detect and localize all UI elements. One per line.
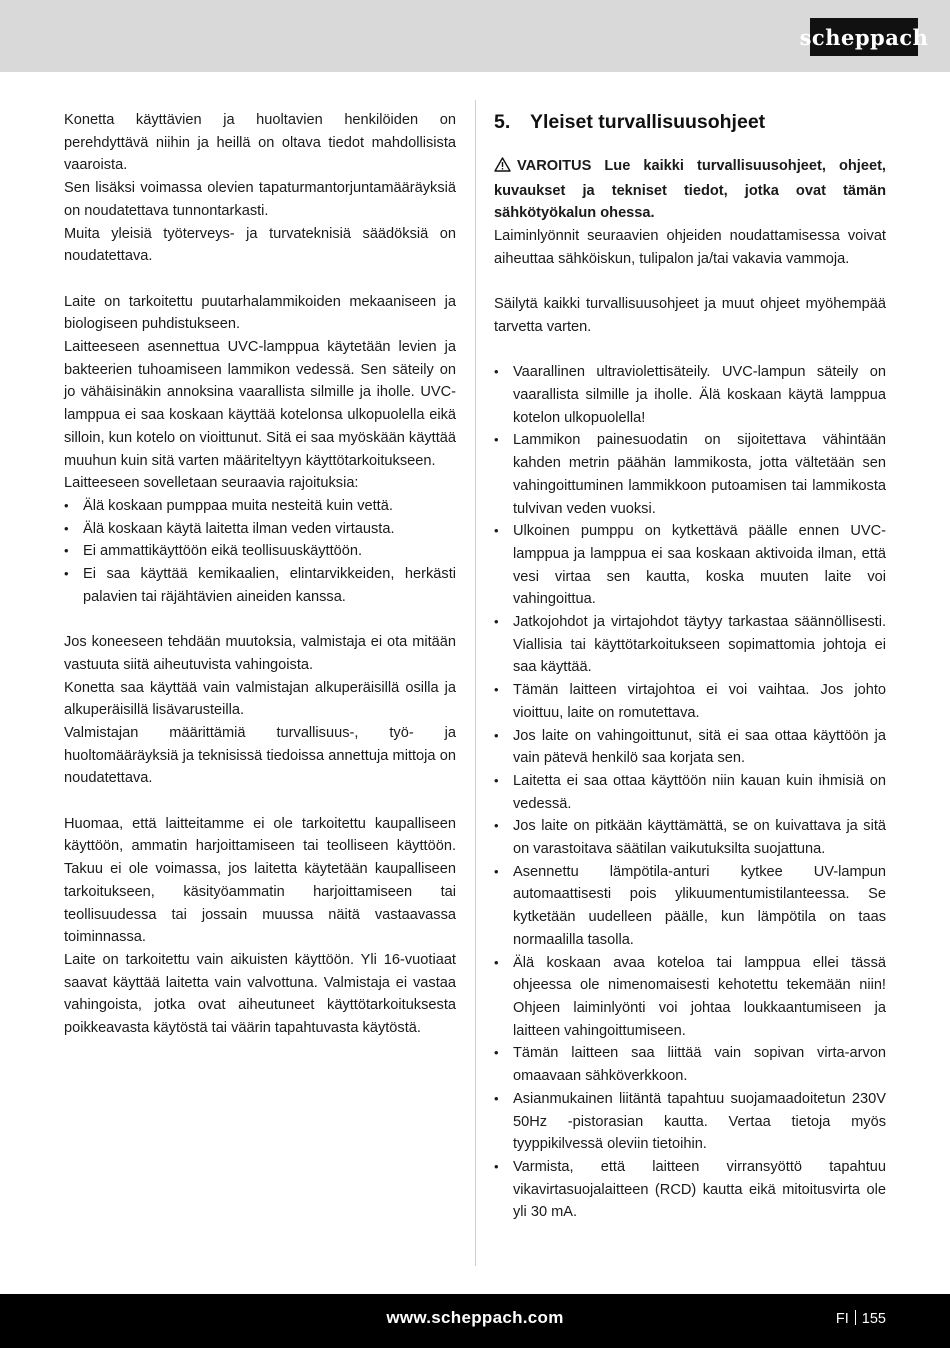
footer-url[interactable]: www.scheppach.com xyxy=(386,1308,564,1327)
header-bar xyxy=(0,0,950,72)
paragraph: Valmistajan määrittämiä turvallisuus-, työ- ja huoltomääräyksiä ja teknisissä tiedoissa annettuja mittoja on noudatettava. xyxy=(64,724,456,787)
list-item: • Ei saa käyttää kemikaalien, elintarvikkeiden, herkästi palavien tai räjähtävien aineiden kanssa. xyxy=(64,563,456,608)
footer-bar xyxy=(0,1294,950,1348)
list-item: • Tämän laitteen virtajohtoa ei voi vaihtaa. Jos johto vioittuu, laite on romutettava. xyxy=(494,679,886,724)
list-item: • Laitetta ei saa ottaa käyttöön niin kauan kuin ihmisiä on vedessä. xyxy=(494,770,886,815)
warning-triangle-icon xyxy=(494,157,511,180)
list-item: • Älä koskaan pumppaa muita nesteitä kuin vettä. xyxy=(64,495,456,518)
paragraph: Laite on tarkoitettu vain aikuisten käyttöön. Yli 16-vuotiaat saavat käyttää laitetta vain valvottuna. Valmistaja ei vastaa vahingoista, jotka ovat aiheutuneet käyttötarkoituksesta poikkeavasta käytöstä tai väärin tapahtuvasta käytöstä. xyxy=(64,951,456,1037)
list-item: • Ulkoinen pumppu on kytkettävä päälle ennen UVC-lamppua ja lamppua ei saa koskaan aktivoida ilman, että vesi virtaa sen kautta, koska muuten laite voi vahingoittua. xyxy=(494,520,886,611)
paragraph: Laitteeseen asennettua UVC-lamppua käytetään levien ja bakteerien tuhoamiseen lammikon vedessä. Sen säteily on jo vähäisinäkin annoksina vaarallista silmille ja iholle. UVC-lamppua ei saa koskaan käyttää kotelonsa ulkopuolella eikä silloin, kun kotelo on vioittunut. Sitä ei saa myöskään käyttää muuhun kuin sitä varten määriteltyyn käyttötarkoitukseen. xyxy=(64,339,456,469)
list-item: • Varmista, että laitteen virransyöttö tapahtuu vikavirtasuojalaitteen (RCD) kautta eikä mitoitusvirta ole yli 30 mA. xyxy=(494,1156,886,1224)
list-item: • Vaarallinen ultraviolettisäteily. UVC-lampun säteily on vaarallista silmille ja iholle. Älä koskaan käytä lamppua kotelon ulkopuolella! xyxy=(494,361,886,429)
list-item: • Älä koskaan käytä laitetta ilman veden virtausta. xyxy=(64,518,456,541)
paragraph: Muita yleisiä työterveys- ja turvateknisiä säädöksiä on noudatettava. xyxy=(64,225,456,265)
left-column xyxy=(64,109,456,1040)
list-item: • Ei ammattikäyttöön eikä teollisuuskäyttöön. xyxy=(64,540,456,563)
right-column xyxy=(494,109,886,1224)
paragraph: Sen lisäksi voimassa olevien tapaturmantorjuntamääräyksiä on noudatettava tunnontarkasti. xyxy=(64,180,456,219)
list-item: • Asennettu lämpötila-anturi kytkee UV-lampun automaattisesti pois ylikuumentumistilanteessa. Se kytketään uudelleen päälle, kun lämpötila on taas normaalilla tasolla. xyxy=(494,861,886,952)
list-item: • Jatkojohdot ja virtajohdot täytyy tarkastaa säännöllisesti. Viallisia tai käyttötarkoitukseen sopimattomia johtoja ei saa käyttää. xyxy=(494,611,886,679)
brand-logo xyxy=(799,18,929,56)
restrictions-list xyxy=(64,495,456,609)
warning-text: VAROITUS Lue kaikki turvallisuusohjeet, ohjeet, kuvaukset ja tekniset tiedot, jotka ovat tämän sähkötyökalun ohessa. xyxy=(494,158,886,222)
paragraph: Säilytä kaikki turvallisuusohjeet ja muut ohjeet myöhempää tarvetta varten. xyxy=(494,296,886,335)
warning-block xyxy=(494,155,886,225)
paragraph: Konetta saa käyttää vain valmistajan alkuperäisillä osilla ja alkuperäisillä lisävarusteilla. xyxy=(64,679,456,719)
page-number: 155 xyxy=(861,1311,886,1327)
paragraph: Konetta käyttävien ja huoltavien henkilöiden on perehdyttävä niihin ja heillä on oltava tiedot mahdollisista vaaroista. xyxy=(64,112,456,174)
list-item: • Jos laite on vahingoittunut, sitä ei saa ottaa käyttöön ja vain pätevä henkilö saa korjata sen. xyxy=(494,725,886,770)
paragraph: Laite on tarkoitettu puutarhalammikoiden mekaaniseen ja biologiseen puhdistukseen. xyxy=(64,293,456,333)
list-item: • Jos laite on pitkään käyttämättä, se on kuivattava ja sitä on varastoitava säätilan vaikutuksilta suojattuna. xyxy=(494,815,886,860)
list-item: • Asianmukainen liitäntä tapahtuu suojamaadoitetun 230V 50Hz -pistorasian kautta. Vertaa tietoja myös tyyppikilvessä oleviin tietoihin. xyxy=(494,1088,886,1156)
section-heading xyxy=(494,109,886,135)
section-number: 5. xyxy=(494,111,511,133)
paragraph: Laiminlyönnit seuraavien ohjeiden noudattamisessa voivat aiheuttaa sähköiskun, tulipalon ja/tai vakavia vammoja. xyxy=(494,228,886,267)
paragraph: Huomaa, että laitteitamme ei ole tarkoitettu kaupalliseen käyttöön, ammatin harjoittamiseen tai teolliseen käyttöön. Takuu ei ole voimassa, jos laitetta käytetään kaupalliseen tarkoitukseen, käsityöammatin harjoittamiseen tai teollisuudessa tai jossain muussa näitä vastaavassa toiminnassa. xyxy=(64,815,456,946)
language-code: FI xyxy=(835,1311,849,1327)
paragraph: Jos koneeseen tehdään muutoksia, valmistaja ei ota mitään vastuuta siitä aiheutuvista vahingoista. xyxy=(64,634,456,673)
page-indicator xyxy=(836,1310,886,1327)
safety-list xyxy=(494,361,886,1224)
list-item: • Tämän laitteen saa liittää vain sopivan virta-arvon omaavaan sähköverkkoon. xyxy=(494,1042,886,1087)
logo-text: scheppach xyxy=(799,24,929,50)
paragraph: Laitteeseen sovelletaan seuraavia rajoituksia: xyxy=(64,475,359,492)
section-title: Yleiset turvallisuusohjeet xyxy=(530,111,766,133)
list-item: • Lammikon painesuodatin on sijoitettava vähintään kahden metrin päähän lammikosta, jotta vältetään sen vahingoittuminen lammikkoon putoamisen tai lammikosta tulvivan veden vuoksi. xyxy=(494,429,886,520)
list-item: • Älä koskaan avaa koteloa tai lamppua ellei tässä ohjeessa ole nimenomaisesti kehotettu tekemään niin! Ohjeen laiminlyönti voi johtaa loukkaantumiseen ja laitteen vahingoittumiseen. xyxy=(494,952,886,1043)
column-divider xyxy=(475,100,476,1266)
